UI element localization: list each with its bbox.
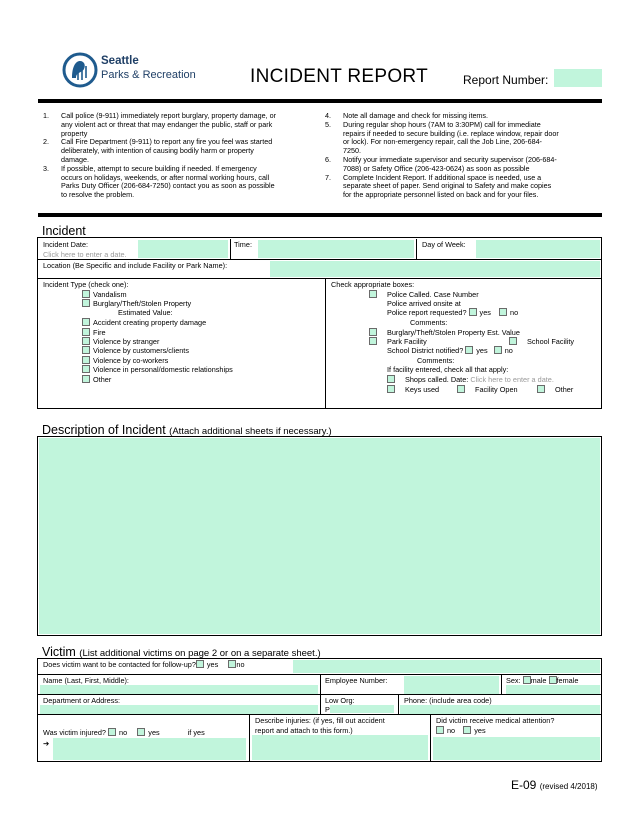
checkbox[interactable]: [82, 299, 90, 307]
instruction-line: Call police (9-911) immediately report burglary, property damage, or: [61, 111, 277, 120]
type-fire[interactable]: Fire: [82, 328, 106, 338]
school-notified-no-checkbox[interactable]: [494, 346, 502, 354]
org-name: Seattle: [101, 55, 139, 67]
instructions-divider: [38, 213, 602, 217]
incident-date-label: Incident Date:: [43, 240, 89, 249]
instructions-right: [325, 112, 605, 212]
comments-label: Comments:: [410, 318, 448, 327]
type-violence-coworkers[interactable]: Violence by co-workers: [82, 356, 168, 366]
instruction-number: 6.: [325, 155, 331, 164]
checkbox[interactable]: [369, 290, 377, 298]
checkbox[interactable]: [82, 365, 90, 373]
injury-detail-input[interactable]: [53, 738, 246, 760]
instruction-number: 2.: [43, 137, 49, 147]
instruction-line: 7088) or Safety Office (206-423-0624) as soon as possible: [343, 163, 530, 173]
report-number-input[interactable]: [554, 69, 602, 87]
description-input[interactable]: [39, 438, 600, 634]
instruction-line: deliberately, with intention of causing bodily harm or property: [61, 146, 254, 156]
location-label: Location (Be Specific and include Facility or Park Name):: [43, 261, 228, 270]
checkbox[interactable]: [387, 375, 395, 383]
arrow-icon: ➔: [43, 739, 50, 748]
type-violence-domestic[interactable]: Violence in personal/domestic relationships: [82, 365, 233, 375]
describe-injuries-line1: Describe injuries: (if yes, fill out accident: [255, 716, 385, 725]
divider: [430, 714, 431, 761]
injured-row: Was victim injured? no yes if yes: [43, 728, 205, 737]
instruction-number: 4.: [325, 111, 331, 120]
police-report-no-checkbox[interactable]: [499, 308, 507, 316]
instruction-line: property: [61, 128, 88, 138]
form-id-row: E-09 (revised 4/2018): [511, 778, 598, 792]
comments-label-2: Comments:: [417, 356, 455, 365]
checkbox[interactable]: [82, 356, 90, 364]
day-of-week-input[interactable]: [476, 240, 600, 258]
checkbox[interactable]: [457, 385, 465, 393]
type-vandalism[interactable]: Vandalism: [82, 290, 127, 300]
logo-icon: [62, 52, 98, 88]
incident-type-label: Incident Type (check one):: [43, 280, 129, 289]
checkbox[interactable]: [82, 337, 90, 345]
incident-section-title: Incident: [42, 224, 86, 238]
if-facility-label: If facility entered, check all that apply:: [387, 365, 509, 374]
type-violence-stranger[interactable]: Violence by stranger: [82, 337, 159, 347]
phone-input[interactable]: [400, 705, 600, 714]
instruction-line: Note all damage and check for missing items.: [343, 111, 489, 120]
divider: [398, 694, 399, 714]
medical-attention-input[interactable]: [433, 737, 600, 760]
keys-used[interactable]: Keys used: [387, 385, 439, 395]
medical-attention-row: no yes: [436, 726, 486, 736]
checkbox[interactable]: [509, 337, 517, 345]
injured-yes-checkbox[interactable]: [137, 728, 145, 736]
burglary-est-value[interactable]: Burglary/Theft/Stolen Property Est. Value: [369, 328, 520, 338]
instruction-line: During regular shop hours (7AM to 3:30PM) call for immediate: [343, 119, 541, 129]
medical-no-checkbox[interactable]: [436, 726, 444, 734]
divider: [325, 278, 326, 408]
instruction-line: occurs on holidays, weekends, or after normal working hours, call: [61, 172, 270, 182]
instruction-line: Complete Incident Report. If additional space is needed, use a: [343, 172, 542, 182]
checkbox[interactable]: [537, 385, 545, 393]
divider: [501, 674, 502, 694]
checkbox[interactable]: [82, 346, 90, 354]
divider: [249, 714, 250, 761]
type-violence-customers[interactable]: Violence by customers/clients: [82, 346, 189, 356]
divider: [416, 239, 417, 259]
school-notified-row: School District notified? yes no: [387, 346, 513, 355]
location-input[interactable]: [270, 261, 600, 277]
instruction-line: separate sheet of paper. Send original to Safety and make copies: [343, 181, 552, 191]
page-title: INCIDENT REPORT: [250, 66, 428, 87]
low-org-label: Low Org:: [325, 696, 355, 705]
school-facility[interactable]: School Facility: [509, 337, 574, 347]
facility-other[interactable]: Other: [537, 385, 573, 395]
instruction-line: Notify your immediate supervisor and security supervisor (206-684-: [343, 155, 557, 164]
divider: [230, 239, 231, 259]
instruction-line: Call Fire Department (9-911) to report any fire you feel was started: [61, 137, 273, 147]
instruction-line: Parks Duty Officer (206-684-7250) contact you as soon as possible: [61, 181, 275, 191]
instruction-number: 5.: [325, 119, 331, 129]
facility-open[interactable]: Facility Open: [457, 385, 518, 395]
checkbox[interactable]: [387, 385, 395, 393]
instruction-line: 7250.: [343, 146, 361, 156]
instruction-line: repairs if needed to secure building (i.e. replace window, repair door: [343, 128, 559, 138]
employee-number-label: Employee Number:: [325, 676, 388, 685]
instruction-number: 3.: [43, 163, 49, 173]
instruction-number: 1.: [43, 111, 49, 120]
sex-row: Sex: male female: [506, 676, 579, 685]
description-title-row: Description of Incident (Attach additional sheets if necessary.): [42, 423, 332, 437]
police-arrived-label: Police arrived onsite at: [387, 299, 461, 308]
divider: [38, 278, 601, 279]
report-number-label: Report Number:: [463, 73, 549, 87]
school-notified-yes-checkbox[interactable]: [465, 346, 473, 354]
injured-no-checkbox[interactable]: [108, 728, 116, 736]
instruction-number: 7.: [325, 172, 331, 182]
checkbox[interactable]: [82, 290, 90, 298]
describe-injuries-input[interactable]: [252, 735, 428, 760]
header-divider: [38, 99, 602, 103]
sex-fill[interactable]: [506, 685, 600, 694]
type-burglary[interactable]: Burglary/Theft/Stolen Property: [82, 299, 191, 309]
instruction-line: any violent act or threat that may endanger the public, staff or park: [61, 119, 273, 129]
incident-date-input[interactable]: Click here to enter a date.: [43, 250, 127, 259]
contact-yes-checkbox[interactable]: [196, 660, 204, 668]
describe-injuries-line2: report and attach to this form.): [255, 726, 353, 735]
instruction-line: damage.: [61, 155, 89, 164]
type-other[interactable]: Other: [82, 375, 111, 385]
divider: [38, 694, 601, 695]
time-label: Time:: [234, 240, 252, 249]
day-of-week-label: Day of Week:: [422, 240, 466, 249]
checkbox[interactable]: [82, 328, 90, 336]
victim-title-row: Victim (List additional victims on page 2 or on a separate sheet.): [42, 645, 321, 659]
org-subname: Parks & Recreation: [101, 69, 196, 81]
department-input[interactable]: [40, 705, 318, 714]
medical-attention-label: Did victim receive medical attention?: [436, 716, 555, 725]
instruction-line: or lock). For non-emergency repair, call the Job Line, 206-684-: [343, 137, 542, 147]
instructions-left: [43, 112, 323, 212]
police-called[interactable]: Police Called. Case Number: [369, 290, 479, 300]
medical-yes-checkbox[interactable]: [463, 726, 471, 734]
checkbox[interactable]: [82, 318, 90, 326]
name-input[interactable]: [40, 685, 318, 694]
instruction-line: to resolve the problem.: [61, 190, 135, 200]
police-report-yes-checkbox[interactable]: [469, 308, 477, 316]
shops-date-input[interactable]: Click here to enter a date.: [470, 375, 554, 384]
estimated-value-label: Estimated Value:: [118, 308, 173, 317]
time-input[interactable]: [258, 240, 414, 258]
checkbox[interactable]: [82, 375, 90, 383]
low-org-input[interactable]: P: [325, 705, 396, 714]
phone-label: Phone: (include area code): [404, 696, 492, 705]
contact-row: Does victim want to be contacted for follow-up? yes no: [43, 660, 245, 669]
shops-called[interactable]: Shops called. Date: Click here to enter a date.: [387, 375, 554, 385]
employee-number-input[interactable]: [404, 676, 499, 694]
park-facility[interactable]: Park Facility: [369, 337, 427, 347]
checkbox[interactable]: [369, 337, 377, 345]
divider: [38, 259, 601, 260]
name-label: Name (Last, First, Middle):: [43, 676, 129, 685]
check-boxes-label: Check appropriate boxes:: [331, 280, 415, 289]
instruction-line: for the appropriate personnel listed on back and for your files.: [343, 190, 539, 200]
incident-date-fill[interactable]: [138, 240, 228, 258]
divider: [38, 714, 601, 715]
department-label: Department or Address:: [43, 696, 121, 705]
type-accident[interactable]: Accident creating property damage: [82, 318, 206, 328]
female-checkbox[interactable]: [549, 676, 557, 684]
checkbox[interactable]: [369, 328, 377, 336]
male-checkbox[interactable]: [523, 676, 531, 684]
instruction-line: If possible, attempt to secure building if needed. If emergency: [61, 163, 257, 173]
police-report-row: Police report requested? yes no: [387, 308, 519, 317]
contact-fill[interactable]: [293, 660, 600, 673]
seattle-parks-logo: [62, 52, 98, 88]
